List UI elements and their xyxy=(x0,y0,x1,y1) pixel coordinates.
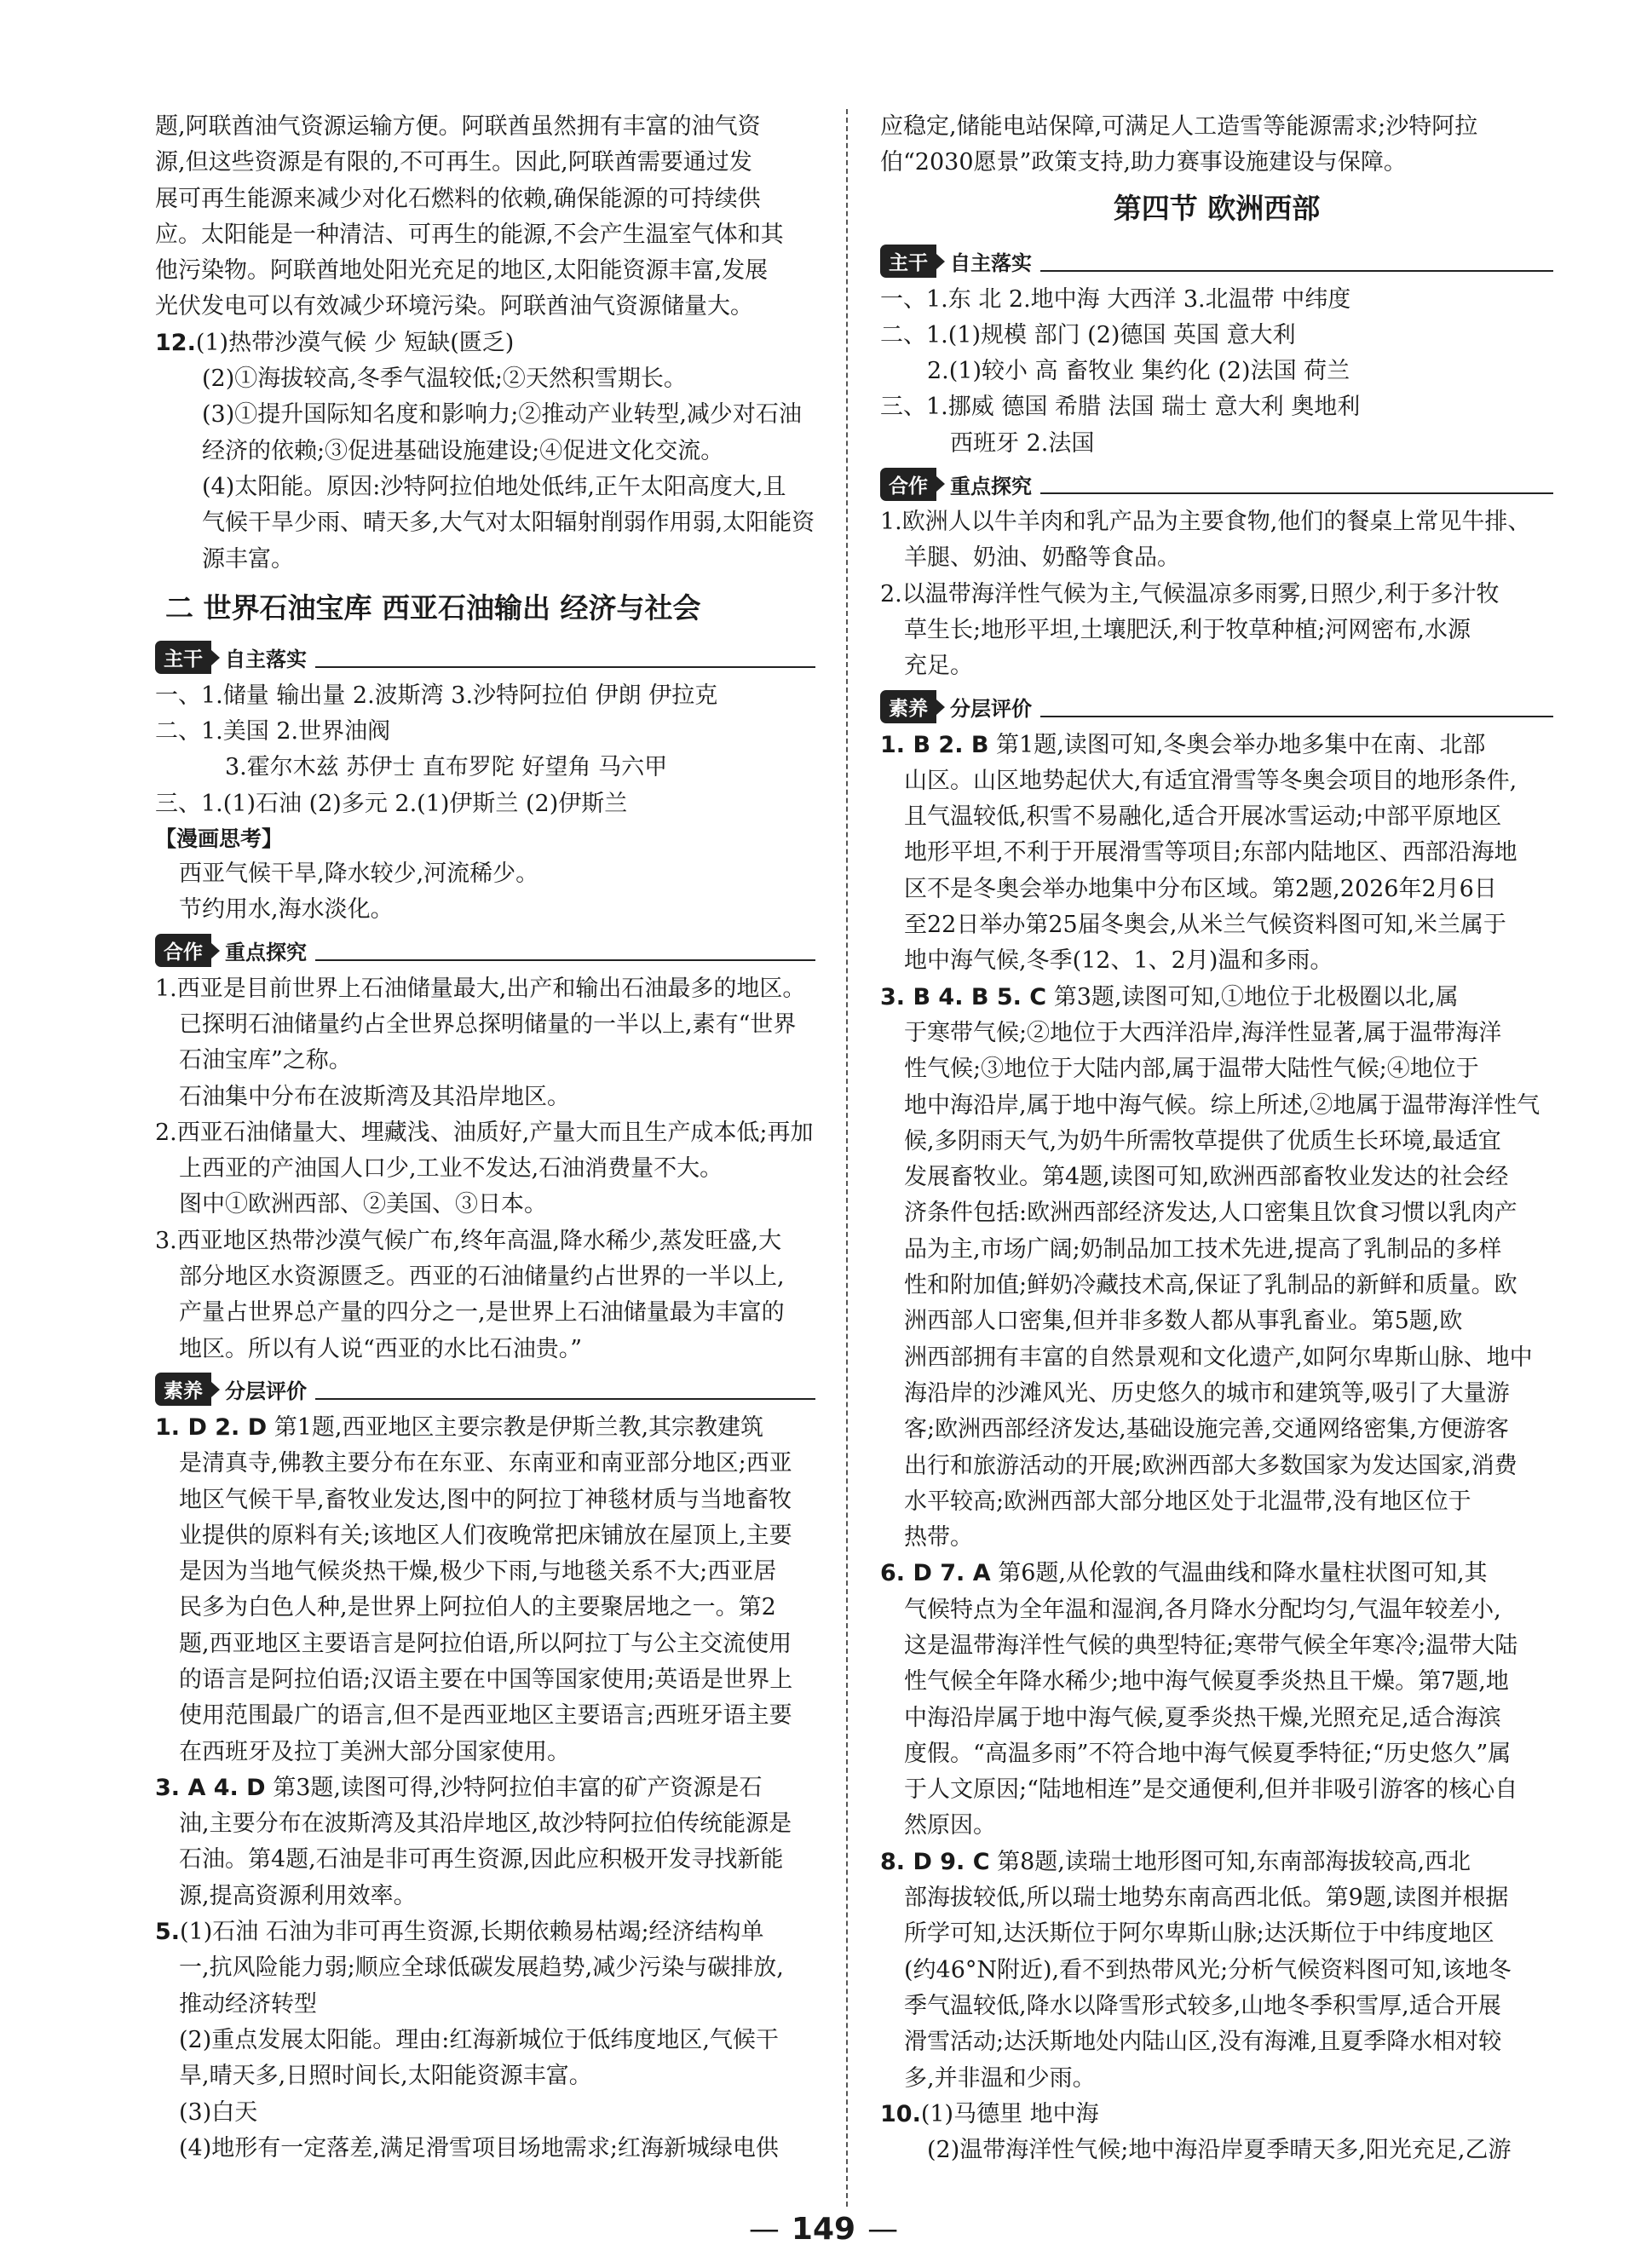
question-number: 5. xyxy=(155,1919,181,1946)
hezuo-answers xyxy=(880,504,1553,684)
badge-label: 分层评价 xyxy=(950,697,1032,722)
text-line: 2.西亚石油储量大、埋藏浅、油质好,产量大而且生产成本低;再加 xyxy=(155,1119,814,1146)
badge-zhugan xyxy=(155,641,815,675)
badge-tag: 素养 xyxy=(155,1373,211,1406)
text-line: 济条件包括:欧洲西部经济发达,人口密集且饮食习惯以乳肉产 xyxy=(904,1200,1517,1227)
text-line: (4)太阳能。原因:沙特阿拉伯地处低纬,正午太阳高度大,且 xyxy=(202,473,786,500)
text-line: 热带。 xyxy=(904,1524,973,1551)
badge-suyang xyxy=(155,1373,815,1407)
badge-suyang xyxy=(880,690,1553,724)
text-line: 一、1.储量 输出量 2.波斯湾 3.沙特阿拉伯 伊朗 伊拉克 xyxy=(155,682,718,709)
column-divider xyxy=(846,109,848,2207)
question-number: 10. xyxy=(880,2100,921,2127)
text-line: 3.西亚地区热带沙漠气候广布,终年高温,降水稀少,蒸发旺盛,大 xyxy=(155,1227,782,1254)
answer-label: 3. B 4. B 5. C xyxy=(880,983,1047,1010)
text-line: 1.欧洲人以牛羊肉和乳产品为主要食物,他们的餐桌上常见牛排、 xyxy=(880,509,1531,536)
text-line: 客;欧洲西部经济发达,基础设施完善,交通网络密集,方便游客 xyxy=(904,1416,1509,1443)
text-line: 区不是冬奥会举办地集中分布区域。第2题,2026年2月6日 xyxy=(904,875,1497,902)
badge-label: 重点探究 xyxy=(225,941,307,965)
text-line: 性气候全年降水稀少;地中海气候夏季炎热且干燥。第7题,地 xyxy=(904,1668,1509,1695)
text-line: 洲西部拥有丰富的自然景观和文化遗产,如阿尔卑斯山脉、地中 xyxy=(904,1344,1533,1371)
answer-3-5 xyxy=(880,980,1553,1557)
badge-rule xyxy=(1040,270,1553,272)
text-line: 是清真寺,佛教主要分布在东亚、东南亚和南亚部分地区;西亚 xyxy=(179,1450,792,1477)
text-line: 山区。山区地势起伏大,有适宜滑雪等冬奥会项目的地形条件, xyxy=(904,767,1517,794)
page-footer xyxy=(0,2212,1647,2247)
text-line: 使用范围最广的语言,但不是西亚地区主要语言;西班牙语主要 xyxy=(179,1702,792,1730)
text-line: 水平较高;欧洲西部大部分地区处于北温带,没有地区位于 xyxy=(904,1488,1471,1515)
text-line: (4)地形有一定落差,满足滑雪项目场地需求;红海新城绿电供 xyxy=(179,2134,779,2162)
text-line: 于寒带气候;②地位于大西洋沿岸,海洋性显著,属于温带海洋 xyxy=(904,1019,1502,1046)
right-top-paragraph xyxy=(880,109,1553,181)
text-line: 气候特点为全年温和湿润,各月降水分配均匀,气温年较差小, xyxy=(904,1596,1501,1623)
answer-label: 1. D 2. D xyxy=(155,1413,268,1441)
text-line: 地形平坦,不利于开展滑雪等项目;东部内陆地区、西部沿海地 xyxy=(904,839,1517,866)
text-line: 第1题,读图可知,冬奥会举办地多集中在南、北部 xyxy=(988,731,1486,758)
text-line: 候,多阴雨天气,为奶牛所需牧草提供了优质生长环境,最适宜 xyxy=(904,1127,1501,1154)
badge-label: 自主落实 xyxy=(950,251,1032,276)
text-line: 气候干旱少雨、晴天多,大气对太阳辐射削弱作用弱,太阳能资 xyxy=(202,509,815,537)
text-line: 充足。 xyxy=(904,653,973,680)
text-line: 这是温带海洋性气候的典型特征;寒带气候全年寒冷;温带大陆 xyxy=(904,1632,1518,1659)
text-line: 多,并非温和少雨。 xyxy=(904,2064,1096,2092)
text-line: 3.霍尔木兹 苏伊士 直布罗陀 好望角 马六甲 xyxy=(225,754,668,781)
text-line: 地区气候干旱,畜牧业发达,图中的阿拉丁神毯材质与当地畜牧 xyxy=(179,1486,792,1513)
badge-rule xyxy=(315,1398,815,1400)
text-line: 的语言是阿拉伯语;汉语主要在中国等国家使用;英语是世界上 xyxy=(179,1666,793,1693)
badge-tag: 主干 xyxy=(880,245,936,278)
text-line: 节约用水,海水淡化。 xyxy=(179,896,394,924)
text-line: 应稳定,储能电站保障,可满足人工造雪等能源需求;沙特阿拉 xyxy=(880,113,1478,140)
left-column xyxy=(155,109,815,2167)
section-title: 二 世界石油宝库 西亚石油输出 经济与社会 xyxy=(165,590,701,625)
manhua-title: 【漫画思考】 xyxy=(155,826,284,852)
text-line: 出行和旅游活动的开展;欧洲西部大多数国家为发达国家,消费 xyxy=(904,1452,1517,1479)
text-line: 源,但这些资源是有限的,不可再生。因此,阿联酋需要通过发 xyxy=(155,149,752,176)
text-line: 1.西亚是目前世界上石油储量最大,出产和输出石油最多的地区。 xyxy=(155,975,806,1002)
right-column xyxy=(880,109,1553,2168)
footer-dash: — xyxy=(867,2212,899,2247)
text-line: (3)白天 xyxy=(179,2098,258,2126)
text-line: 第6题,从伦敦的气温曲线和降水量柱状图可知,其 xyxy=(990,1560,1488,1587)
text-line: 2.(1)较小 高 畜牧业 集约化 (2)法国 荷兰 xyxy=(927,358,1350,385)
text-line: 光伏发电可以有效减少环境污染。阿联酋油气资源储量大。 xyxy=(155,293,753,320)
text-line: 民多为白色人种,是世界上阿拉伯人的主要聚居地之一。第2 xyxy=(179,1594,776,1621)
badge-tag: 合作 xyxy=(880,468,936,501)
left-top-paragraph xyxy=(155,109,815,325)
text-line: 西班牙 2.法国 xyxy=(950,429,1095,457)
text-line: 推动经济转型 xyxy=(179,1990,317,2018)
text-line: 题,阿联酋油气资源运输方便。阿联酋虽然拥有丰富的油气资 xyxy=(155,113,761,140)
text-line: 洲西部人口密集,但并非多数人都从事乳畜业。第5题,欧 xyxy=(904,1308,1463,1335)
text-line: 他污染物。阿联酋地处阳光充足的地区,太阳能资源丰富,发展 xyxy=(155,257,769,285)
text-line: (2)重点发展太阳能。理由:红海新城位于低纬度地区,气候干 xyxy=(179,2026,779,2053)
zizhu-answers xyxy=(880,282,1553,462)
text-line: 羊腿、奶油、奶酪等食品。 xyxy=(904,544,1180,572)
text-line: 2.以温带海洋性气候为主,气候温凉多雨雾,日照少,利于多汁牧 xyxy=(880,580,1500,607)
text-line: 一,抗风险能力弱;顺应全球低碳发展趋势,减少污染与碳排放, xyxy=(179,1954,784,1982)
zizhu-answers xyxy=(155,678,815,822)
text-line: 性气候;③地位于大陆内部,属于温带大陆性气候;④地位于 xyxy=(904,1056,1479,1083)
answer-3-4 xyxy=(155,1770,815,1914)
text-line: 然原因。 xyxy=(904,1812,996,1839)
text-line: 中海沿岸属于地中海气候,夏季炎热干燥,光照充足,适合海滨 xyxy=(904,1704,1501,1731)
text-line: 石油宝库”之称。 xyxy=(179,1047,352,1074)
text-line: 地中海沿岸,属于地中海气候。综上所述,②地属于温带海洋性气 xyxy=(904,1091,1540,1119)
text-line: 性和附加值;鲜奶冷藏技术高,保证了乳制品的新鲜和质量。欧 xyxy=(904,1272,1517,1299)
text-line: (1)热带沙漠气候 少 短缺(匮乏) xyxy=(195,329,515,356)
text-line: 源,提高资源利用效率。 xyxy=(179,1882,417,1909)
text-line: 图中①欧洲西部、②美国、③日本。 xyxy=(179,1191,547,1218)
text-line: 伯“2030愿景”政策支持,助力赛事设施建设与保障。 xyxy=(880,149,1407,176)
text-line: 发展畜牧业。第4题,读图可知,欧洲西部畜牧业发达的社会经 xyxy=(904,1164,1509,1191)
text-line: 上西亚的产油国人口少,工业不发达,石油消费量不大。 xyxy=(179,1155,723,1183)
badge-hezuo xyxy=(880,467,1553,501)
badge-zhugan xyxy=(880,245,1553,279)
text-line: 西亚气候干旱,降水较少,河流稀少。 xyxy=(179,861,539,888)
text-line: 源丰富。 xyxy=(202,545,294,573)
text-line: 三、1.(1)石油 (2)多元 2.(1)伊斯兰 (2)伊斯兰 xyxy=(155,790,628,817)
text-line: 至22日举办第25届冬奥会,从米兰气候资料图可知,米兰属于 xyxy=(904,912,1506,939)
badge-label: 重点探究 xyxy=(950,474,1032,498)
footer-dash: — xyxy=(748,2212,780,2247)
text-line: 草生长;地形平坦,土壤肥沃,利于牧草种植;河网密布,水源 xyxy=(904,616,1471,643)
hezuo-answers xyxy=(155,971,815,1367)
text-line: (1)马德里 地中海 xyxy=(920,2100,1099,2127)
text-line: (3)①提升国际知名度和影响力;②推动产业转型,减少对石油 xyxy=(202,401,802,429)
text-line: 于人文原因;“陆地相连”是交通便利,但并非吸引游客的核心自 xyxy=(904,1776,1518,1804)
badge-tag: 合作 xyxy=(155,934,211,967)
answer-6-7 xyxy=(880,1556,1553,1844)
text-line: 旱,晴天多,日照时间长,太阳能资源丰富。 xyxy=(179,2063,592,2090)
text-line: 石油。第4题,石油是非可再生资源,因此应积极开发寻找新能 xyxy=(179,1846,784,1874)
badge-label: 自主落实 xyxy=(225,648,307,672)
section-title: 第四节 欧洲西部 xyxy=(1113,191,1321,225)
badge-rule xyxy=(315,959,815,961)
text-line: 第3题,读图可知,①地位于北极圈以北,属 xyxy=(1046,983,1459,1010)
answer-8-9 xyxy=(880,1845,1553,2097)
text-line: 业提供的原料有关;该地区人们夜晚常把床铺放在屋顶上,主要 xyxy=(179,1522,792,1549)
text-line: 海沿岸的沙滩风光、历史悠久的城市和建筑等,吸引了大量游 xyxy=(904,1379,1510,1407)
badge-arrow-icon xyxy=(936,699,945,715)
text-line: 在西班牙及拉丁美洲大部分国家使用。 xyxy=(179,1738,570,1765)
badge-tag: 素养 xyxy=(880,690,936,723)
text-line: 品为主,市场广阔;奶制品加工技术先进,提高了乳制品的多样 xyxy=(904,1235,1502,1263)
text-line: (2)温带海洋性气候;地中海沿岸夏季晴天多,阳光充足,乙游 xyxy=(927,2137,1512,2164)
answer-5 xyxy=(155,1914,815,2167)
badge-arrow-icon xyxy=(936,476,945,492)
badge-arrow-icon xyxy=(211,650,220,665)
text-line: 且气温较低,积雪不易融化,适合开展冰雪运动;中部平原地区 xyxy=(904,803,1502,831)
answer-label: 3. A 4. D xyxy=(155,1774,266,1801)
text-line: 经济的依赖;③促进基础设施建设;④促进文化交流。 xyxy=(202,437,724,464)
text-line: 部分地区水资源匮乏。西亚的石油储量约占世界的一半以上, xyxy=(179,1264,785,1291)
text-line: 二、1.美国 2.世界油阀 xyxy=(155,718,391,745)
text-line: 一、1.东 北 2.地中海 大西洋 3.北温带 中纬度 xyxy=(880,285,1351,313)
text-line: 石油集中分布在波斯湾及其沿岸地区。 xyxy=(179,1083,570,1110)
answer-1-2 xyxy=(155,1410,815,1770)
badge-arrow-icon xyxy=(936,254,945,269)
text-line: 所学可知,达沃斯位于阿尔卑斯山脉;达沃斯位于中纬度地区 xyxy=(904,1920,1494,1948)
page-number: 149 xyxy=(791,2212,856,2247)
text-line: 第8题,读瑞士地形图可知,东南部海拔较高,西北 xyxy=(989,1848,1471,1875)
badge-rule xyxy=(1040,492,1553,494)
badge-hezuo xyxy=(155,934,815,968)
badge-arrow-icon xyxy=(211,1382,220,1397)
text-line: 油,主要分布在波斯湾及其沿岸地区,故沙特阿拉伯传统能源是 xyxy=(179,1810,792,1838)
text-line: 展可再生能源来减少对化石燃料的依赖,确保能源的可持续供 xyxy=(155,185,761,212)
text-line: 题,西亚地区主要语言是阿拉伯语,所以阿拉丁与公主交流使用 xyxy=(179,1630,792,1657)
text-line: 部海拔较低,所以瑞士地势东南高西北低。第9题,读图并根据 xyxy=(904,1885,1509,1912)
text-line: (2)①海拔较高,冬季气温较低;②天然积雪期长。 xyxy=(202,366,687,393)
badge-rule xyxy=(1040,716,1553,717)
text-line: 滑雪活动;达沃斯地处内陆山区,没有海滩,且夏季降水相对较 xyxy=(904,2029,1502,2056)
answer-label: 8. D 9. C xyxy=(880,1848,990,1875)
question-number: 12. xyxy=(155,329,196,356)
answer-label: 6. D 7. A xyxy=(880,1560,991,1587)
text-line: 地区。所以有人说“西亚的水比石油贵。” xyxy=(179,1335,583,1362)
text-line: 已探明石油储量约占全世界总探明储量的一半以上,素有“世界 xyxy=(179,1010,797,1038)
text-line: 三、1.挪威 德国 希腊 法国 瑞士 意大利 奥地利 xyxy=(880,394,1361,421)
text-line: 度假。“高温多雨”不符合地中海气候夏季特征;“历史悠久”属 xyxy=(904,1740,1512,1767)
text-line: 地中海气候,冬季(12、1、2月)温和多雨。 xyxy=(904,947,1333,975)
text-line: 是因为当地气候炎热干燥,极少下雨,与地毯关系不大;西亚居 xyxy=(179,1558,777,1586)
badge-arrow-icon xyxy=(211,943,220,958)
text-line: 应。太阳能是一种清洁、可再生的能源,不会产生温室气体和其 xyxy=(155,221,784,248)
text-line: (约46°N附近),看不到热带风光;分析气候资料图可知,该地冬 xyxy=(904,1956,1512,1983)
badge-label: 分层评价 xyxy=(225,1379,307,1404)
text-line: (1)石油 石油为非可再生资源,长期依赖易枯竭;经济结构单 xyxy=(180,1919,764,1946)
badge-tag: 主干 xyxy=(155,641,211,674)
text-line: 季气温较低,降水以降雪形式较多,山地冬季积雪厚,适合开展 xyxy=(904,1992,1501,2019)
badge-rule xyxy=(315,666,815,668)
text-line: 产量占世界总产量的四分之一,是世界上石油储量最为丰富的 xyxy=(179,1299,785,1327)
text-line: 第3题,读图可得,沙特阿拉伯丰富的矿产资源是石 xyxy=(265,1774,763,1801)
answer-10 xyxy=(880,2097,1553,2169)
text-line: 二、1.(1)规模 部门 (2)德国 英国 意大利 xyxy=(880,321,1296,348)
text-line: 第1题,西亚地区主要宗教是伊斯兰教,其宗教建筑 xyxy=(267,1413,764,1441)
answer-label: 1. B 2. B xyxy=(880,731,989,758)
answer-1-2 xyxy=(880,728,1553,980)
answer-12 xyxy=(155,325,815,578)
